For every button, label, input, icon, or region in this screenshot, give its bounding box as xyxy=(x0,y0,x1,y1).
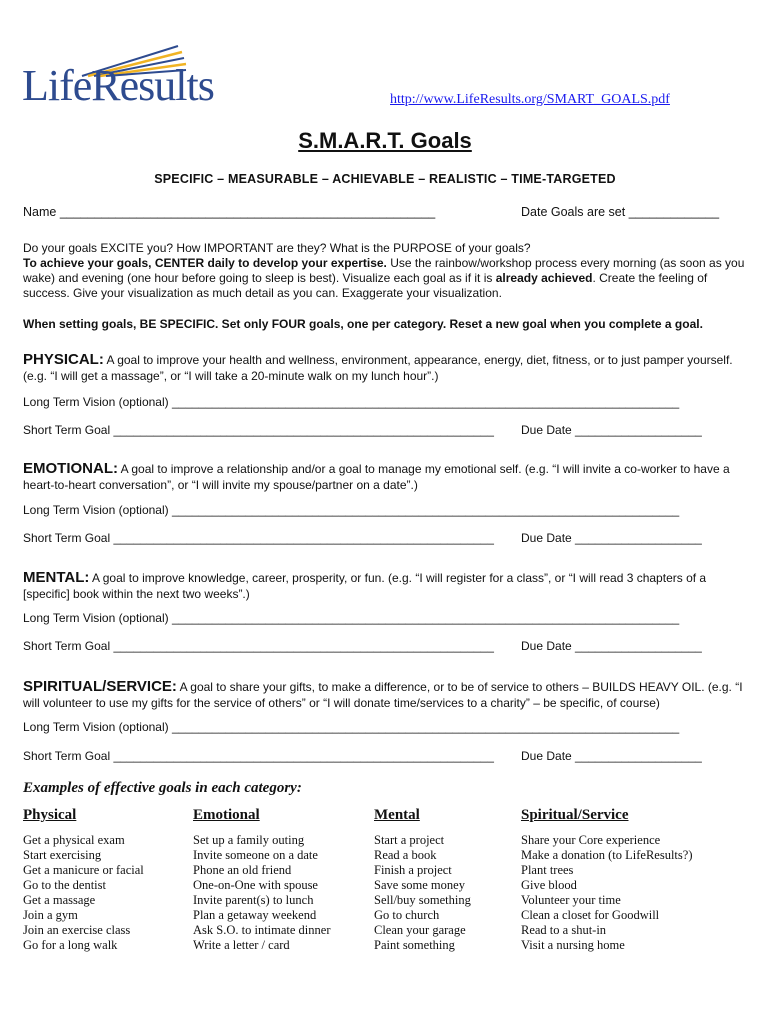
intro-bold-lead: To achieve your goals, CENTER daily to develop your expertise. xyxy=(23,256,387,270)
spiritual-due-date-field[interactable]: Due Date ___________________ xyxy=(521,749,702,763)
section-description: A goal to improve a relationship and/or a goal to manage my emotional self. (e.g. “I will invite a co-worker to have a heart-to-heart conversation”, or “I will invite my spouse/partner on a date”.) xyxy=(23,462,730,492)
list-item: Volunteer your time xyxy=(521,893,621,907)
list-item: Read to a shut-in xyxy=(521,923,607,937)
list-item: Ask S.O. to intimate dinner xyxy=(193,923,331,937)
list-item: Give blood xyxy=(521,878,577,892)
document-url-link[interactable]: http://www.LifeResults.org/SMART_GOALS.pdf xyxy=(390,92,670,107)
mental-long-term-field[interactable]: Long Term Vision (optional) ____________________________________________________________________________ xyxy=(23,611,680,625)
section-emotional xyxy=(23,461,751,493)
spiritual-long-term-field[interactable]: Long Term Vision (optional) ____________________________________________________________________________ xyxy=(23,720,680,734)
name-field[interactable]: Name ______________________________________________________ xyxy=(23,205,436,219)
intro-paragraph xyxy=(23,241,751,301)
list-item: Go for a long walk xyxy=(23,938,118,952)
section-description: A goal to improve knowledge, career, prosperity, or fun. (e.g. “I will register for a class”, or “I will read 3 chapters of a [specific] book within the next two weeks”.) xyxy=(23,571,707,601)
list-item: Join a gym xyxy=(23,908,78,922)
list-item: Finish a project xyxy=(374,863,452,877)
list-item: Paint something xyxy=(374,938,455,952)
be-specific-note: When setting goals, BE SPECIFIC. Set only FOUR goals, one per category. Reset a new goal when you complete a goal. xyxy=(23,317,703,331)
mental-due-date-field[interactable]: Due Date ___________________ xyxy=(521,639,702,653)
section-heading: SPIRITUAL/SERVICE: xyxy=(23,678,177,695)
list-item: Get a massage xyxy=(23,893,96,907)
section-description: A goal to share your gifts, to make a difference, or to be of service to others – BUILDS HEAVY OIL. (e.g. “I will volunteer to use my gifts for the service of others” or “I will donate time/services to a charity” – be specific, of course) xyxy=(23,680,743,710)
list-item: Start exercising xyxy=(23,848,102,862)
column-heading: Spiritual/Service xyxy=(521,807,629,823)
date-goals-set-field[interactable]: Date Goals are set _____________ xyxy=(521,205,720,219)
column-heading: Mental xyxy=(374,807,420,823)
list-item: Share your Core experience xyxy=(521,833,661,847)
list-item: Save some money xyxy=(374,878,465,892)
liferesults-logo xyxy=(20,44,214,110)
section-spiritual-service xyxy=(23,679,751,711)
emotional-short-term-field[interactable]: Short Term Goal _________________________________________________________ xyxy=(23,531,494,545)
list-item: One-on-One with spouse xyxy=(193,878,318,892)
intro-instructions xyxy=(23,256,751,301)
list-item: Set up a family outing xyxy=(193,833,305,847)
list-item: Plan a getaway weekend xyxy=(193,908,317,922)
list-item: Plant trees xyxy=(521,863,574,877)
intro-question-line: Do your goals EXCITE you? How IMPORTANT are they? What is the PURPOSE of your goals? xyxy=(23,241,531,255)
list-item: Write a letter / card xyxy=(193,938,290,952)
list-item: Invite someone on a date xyxy=(193,848,318,862)
examples-column-physical xyxy=(23,808,144,953)
list-item: Invite parent(s) to lunch xyxy=(193,893,314,907)
section-physical xyxy=(23,352,751,384)
page-title: S.M.A.R.T. Goals xyxy=(298,128,472,153)
spiritual-short-term-field[interactable]: Short Term Goal _________________________________________________________ xyxy=(23,749,494,763)
examples-column-emotional xyxy=(193,808,331,953)
list-item: Start a project xyxy=(374,833,445,847)
examples-column-spiritual-service xyxy=(521,808,692,953)
section-heading: MENTAL: xyxy=(23,569,90,586)
list-item: Clean a closet for Goodwill xyxy=(521,908,660,922)
column-heading: Emotional xyxy=(193,807,260,823)
list-item: Read a book xyxy=(374,848,437,862)
emotional-long-term-field[interactable]: Long Term Vision (optional) ____________________________________________________________________________ xyxy=(23,503,680,517)
intro-text-b: . Create the feeling of success. Give your visualization as much detail as you can. Exaggerate your visualization. xyxy=(23,271,708,300)
section-heading: PHYSICAL: xyxy=(23,351,104,368)
page-subtitle: SPECIFIC – MEASURABLE – ACHIEVABLE – REALISTIC – TIME-TARGETED xyxy=(154,172,616,186)
mental-short-term-field[interactable]: Short Term Goal _________________________________________________________ xyxy=(23,639,494,653)
list-item: Make a donation (to LifeResults?) xyxy=(521,848,693,862)
emotional-due-date-field[interactable]: Due Date ___________________ xyxy=(521,531,702,545)
list-item: Get a physical exam xyxy=(23,833,125,847)
examples-column-mental xyxy=(374,808,471,953)
intro-text-a: Use the rainbow/workshop process every morning (as soon as you wake) and evening (one hour before going to sleep is best). Visualize each goal as if it is xyxy=(23,256,745,285)
logo-wordmark: LifeResults xyxy=(22,61,214,110)
list-item: Sell/buy something xyxy=(374,893,471,907)
list-item: Phone an old friend xyxy=(193,863,292,877)
section-description: A goal to improve your health and wellness, environment, appearance, energy, diet, fitness, or to just pamper yourself. (e.g. “I will get a massage”, or “I will take a 20-minute walk on my lunch hour”.) xyxy=(23,353,733,383)
list-item: Go to church xyxy=(374,908,440,922)
physical-long-term-field[interactable]: Long Term Vision (optional) ____________________________________________________________________________ xyxy=(23,395,680,409)
physical-short-term-field[interactable]: Short Term Goal _________________________________________________________ xyxy=(23,423,494,437)
column-heading: Physical xyxy=(23,807,77,823)
examples-heading: Examples of effective goals in each category: xyxy=(23,780,302,796)
list-item: Get a manicure or facial xyxy=(23,863,144,877)
list-item: Visit a nursing home xyxy=(521,938,625,952)
intro-bold-mid: already achieved xyxy=(495,271,593,285)
list-item: Clean your garage xyxy=(374,923,466,937)
physical-due-date-field[interactable]: Due Date ___________________ xyxy=(521,423,702,437)
list-item: Join an exercise class xyxy=(23,923,131,937)
section-heading: EMOTIONAL: xyxy=(23,460,118,477)
section-mental xyxy=(23,570,751,602)
list-item: Go to the dentist xyxy=(23,878,106,892)
